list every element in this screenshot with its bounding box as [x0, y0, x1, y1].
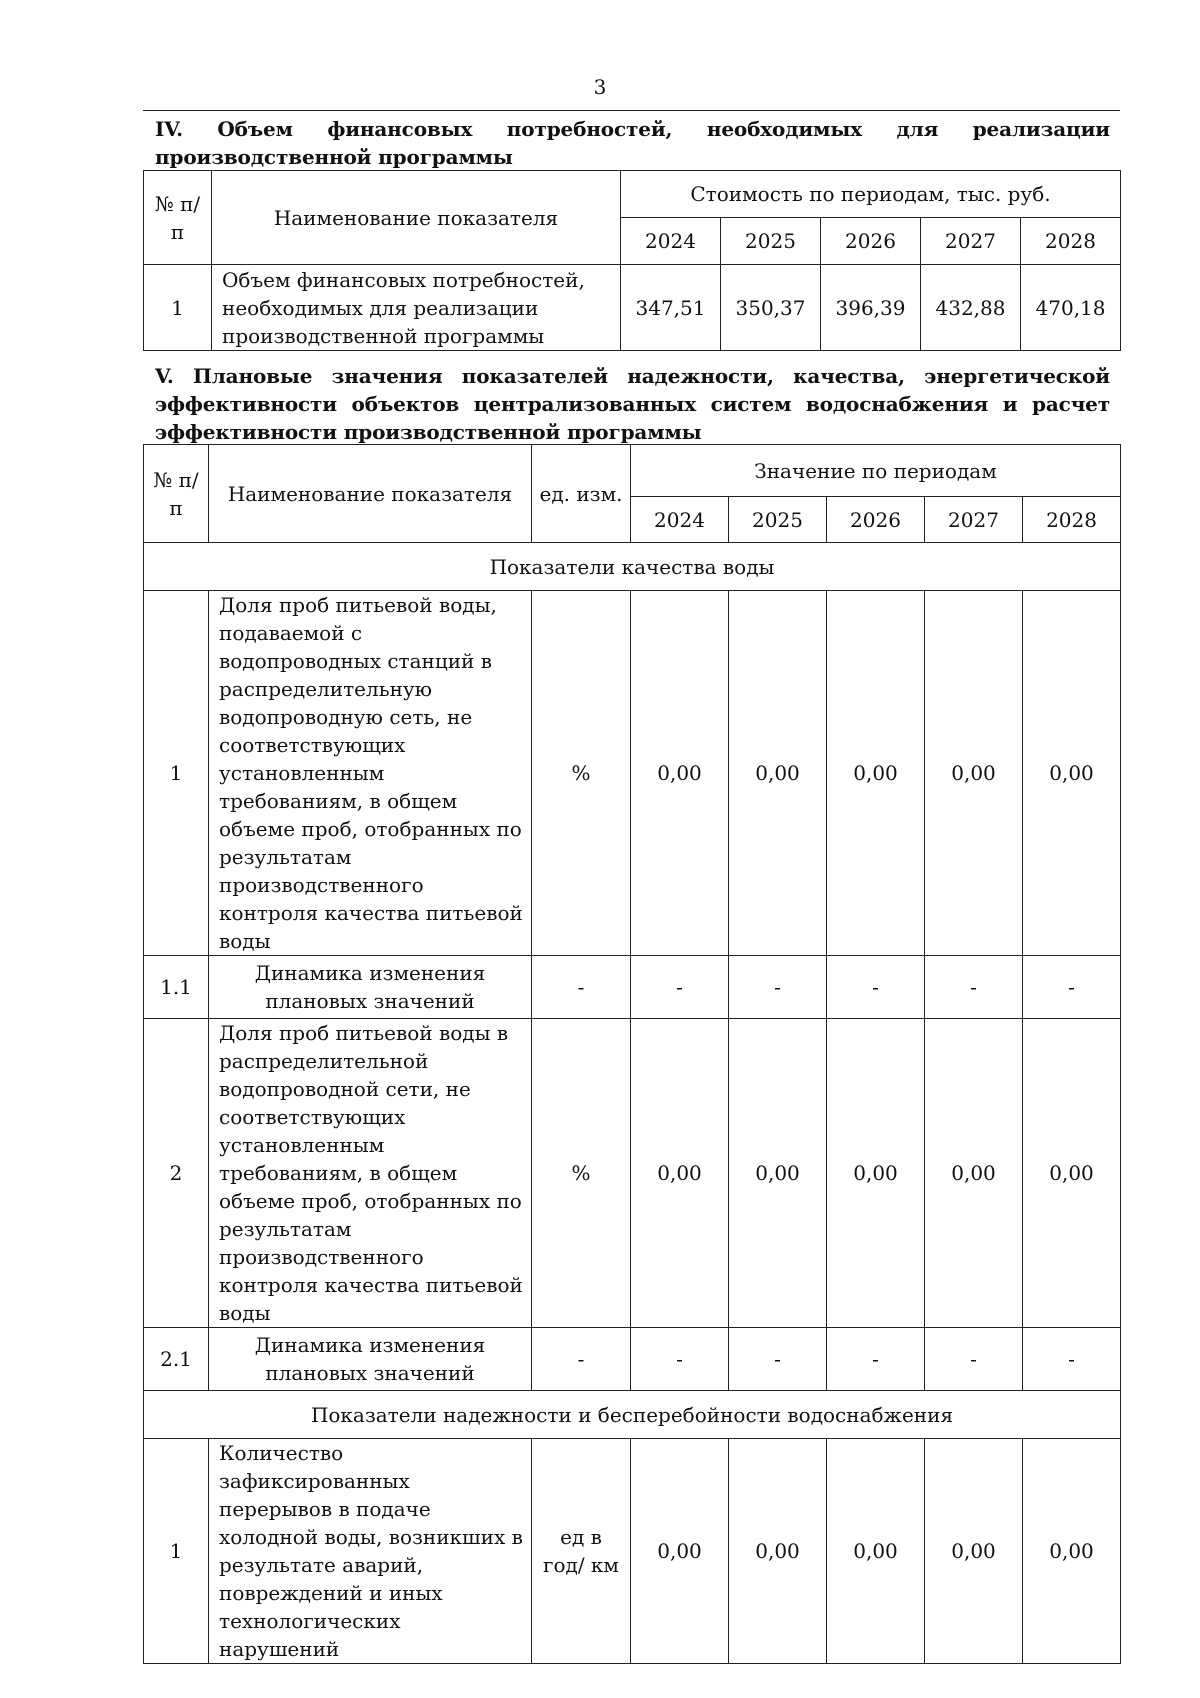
row-value: 396,39 [821, 265, 921, 351]
header-num: № п/п [144, 171, 212, 265]
header-name: Наименование показателя [212, 171, 621, 265]
header-year: 2026 [827, 497, 925, 543]
row-value: 0,00 [729, 1439, 827, 1664]
top-rule [143, 110, 1120, 111]
header-year: 2028 [1021, 218, 1121, 265]
header-year: 2025 [729, 497, 827, 543]
row-value: - [827, 1328, 925, 1391]
row-value: 0,00 [631, 591, 729, 956]
row-value: 350,37 [721, 265, 821, 351]
row-name: Объем финансовых потребностей, необходимых для реализации производственной программы [212, 265, 621, 351]
row-value: - [1023, 1328, 1121, 1391]
header-year: 2025 [721, 218, 821, 265]
row-unit: % [532, 1019, 631, 1328]
row-value: - [1023, 956, 1121, 1019]
row-value: 0,00 [827, 1019, 925, 1328]
header-year: 2027 [925, 497, 1023, 543]
row-name: Доля проб питьевой воды, подаваемой с водопроводных станций в распределительную водопроводную сеть, не соответствующих установленным требованиям, в общем объеме проб, отобранных по результатам производственного контроля качества питьевой воды [209, 591, 532, 956]
row-value: 0,00 [729, 591, 827, 956]
financial-needs-table [143, 170, 1121, 351]
row-value: 0,00 [925, 1439, 1023, 1664]
header-num: № п/п [144, 445, 209, 543]
group-row-reliability: Показатели надежности и бесперебойности водоснабжения [144, 1391, 1121, 1439]
row-unit: % [532, 591, 631, 956]
row-value: 432,88 [921, 265, 1021, 351]
row-unit: - [532, 956, 631, 1019]
row-name: Динамика изменения плановых значений [209, 956, 532, 1019]
row-unit: - [532, 1328, 631, 1391]
row-value: 470,18 [1021, 265, 1121, 351]
row-unit: ед в год/ км [532, 1439, 631, 1664]
header-year: 2024 [621, 218, 721, 265]
row-value: 0,00 [729, 1019, 827, 1328]
row-value: 0,00 [1023, 1439, 1121, 1664]
header-value-group: Значение по периодам [631, 445, 1121, 497]
header-unit: ед. изм. [532, 445, 631, 543]
row-value: 0,00 [827, 1439, 925, 1664]
row-value: - [827, 956, 925, 1019]
row-num: 1 [144, 265, 212, 351]
row-value: 0,00 [631, 1019, 729, 1328]
header-year: 2026 [821, 218, 921, 265]
section-5-heading: V. Плановые значения показателей надежности, качества, энергетической эффективности объектов централизованных систем водоснабжения и расчет эффективности производственной программы [155, 364, 1110, 444]
group-row-quality: Показатели качества воды [144, 543, 1121, 591]
row-name: Динамика изменения плановых значений [209, 1328, 532, 1391]
row-num: 1 [144, 1439, 209, 1664]
row-num: 1 [144, 591, 209, 956]
row-value: 0,00 [631, 1439, 729, 1664]
row-value: 0,00 [925, 591, 1023, 956]
row-value: 0,00 [925, 1019, 1023, 1328]
row-value: 0,00 [827, 591, 925, 956]
row-name: Доля проб питьевой воды в распределительной водопроводной сети, не соответствующих установленным требованиям, в общем объеме проб, отобранных по результатам производственного контроля качества питьевой воды [209, 1019, 532, 1328]
row-num: 2 [144, 1019, 209, 1328]
row-value: - [729, 956, 827, 1019]
row-value: - [631, 956, 729, 1019]
row-num: 1.1 [144, 956, 209, 1019]
row-value: - [925, 956, 1023, 1019]
header-year: 2027 [921, 218, 1021, 265]
row-value: 0,00 [1023, 1019, 1121, 1328]
section-4-heading: IV. Объем финансовых потребностей, необходимых для реализации производственной программы [155, 117, 1110, 169]
row-name: Количество зафиксированных перерывов в подаче холодной воды, возникших в результате аварий, повреждений и иных технологических нарушений [209, 1439, 532, 1664]
row-value: - [631, 1328, 729, 1391]
page-number: 3 [593, 75, 607, 99]
header-year: 2024 [631, 497, 729, 543]
row-num: 2.1 [144, 1328, 209, 1391]
row-value: 0,00 [1023, 591, 1121, 956]
row-value: - [925, 1328, 1023, 1391]
header-year: 2028 [1023, 497, 1121, 543]
row-value: 347,51 [621, 265, 721, 351]
header-name: Наименование показателя [209, 445, 532, 543]
header-cost-group: Стоимость по периодам, тыс. руб. [621, 171, 1121, 218]
row-value: - [729, 1328, 827, 1391]
planned-values-table [143, 444, 1121, 1664]
